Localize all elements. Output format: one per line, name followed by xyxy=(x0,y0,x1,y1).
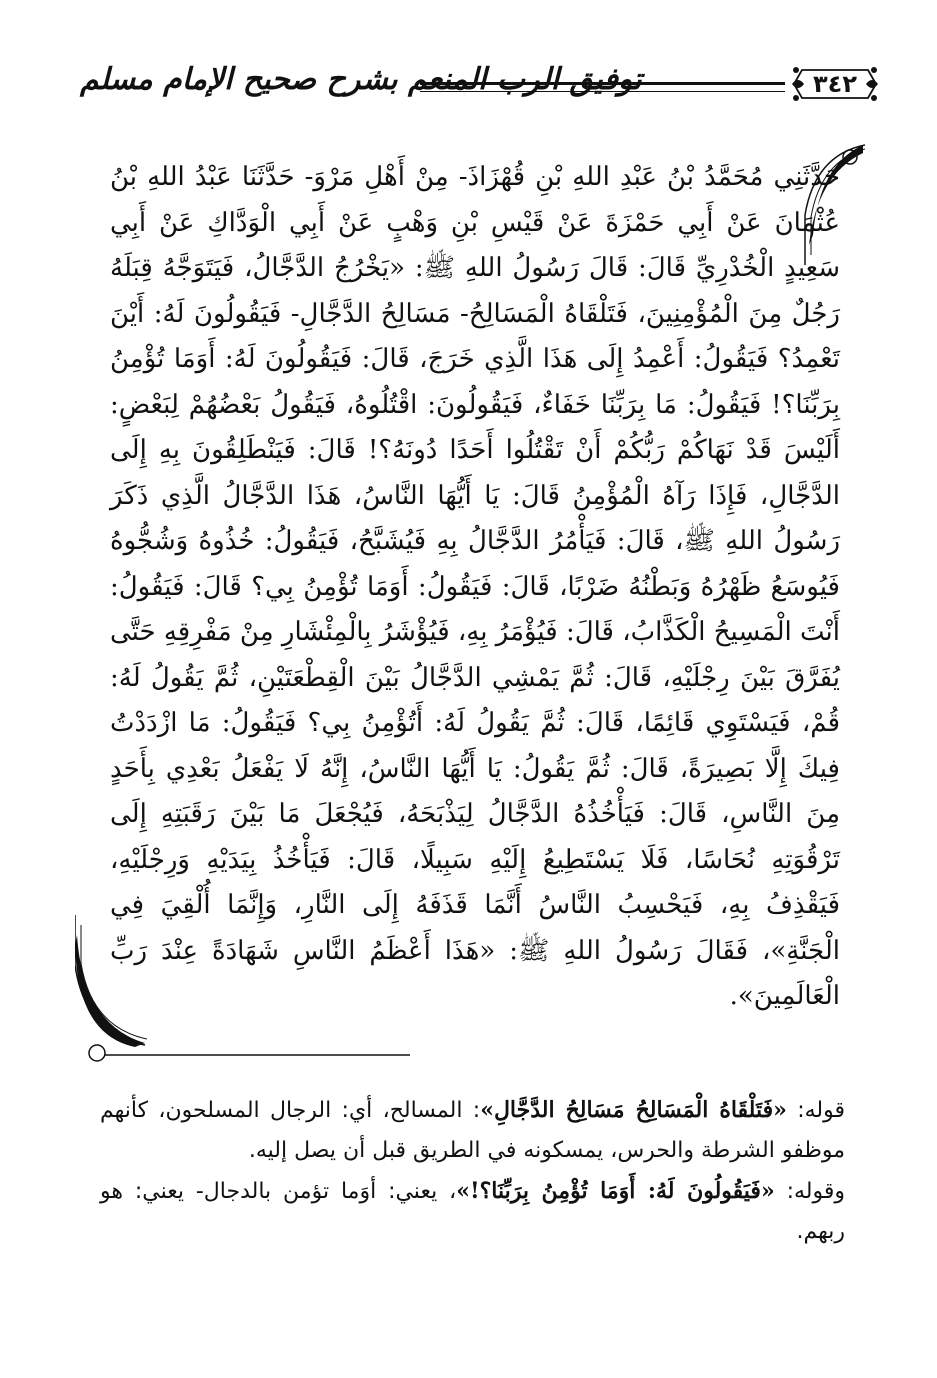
commentary-lead: وقوله: xyxy=(774,1179,846,1204)
page-number: ٣٤٢ xyxy=(813,70,857,98)
page-number-ornament xyxy=(790,62,880,106)
hadith-text: حَدَّثَنِي مُحَمَّدُ بْنُ عَبْدِ اللهِ بْنِ قُهْزَاذَ- مِنْ أَهْلِ مَرْوَ- حَدَّثَنَا عَبْدُ اللهِ بْنُ عُثْمَانَ عَنْ أَبِي حَمْزَةَ عَنْ قَيْسِ بْنِ وَهْبٍ عَنْ أَبِي الْوَدَّاكِ عَنْ أَبِي سَعِيدٍ الْخُدْرِيِّ قَالَ: قَالَ رَسُولُ اللهِ ﷺ: «يَخْرُجُ الدَّجَّالُ، فَيَتَوَجَّهُ قِبَلَهُ رَجُلٌ مِنَ الْمُؤْمِنِينَ، فَتَلْقَاهُ الْمَسَالِحُ- مَسَالِحُ الدَّجَّالِ- فَيَقُولُونَ لَهُ: أَيْنَ تَعْمِدُ؟ فَيَقُولُ: أَعْمِدُ إِلَى هَذَا الَّذِي خَرَجَ، قَالَ: فَيَقُولُونَ لَهُ: أَوَمَا تُؤْمِنُ بِرَبِّنَا؟! فَيَقُولُ: مَا بِرَبِّنَا خَفَاءٌ، فَيَقُولُونَ: اقْتُلُوهُ، فَيَقُولُ بَعْضُهُمْ لِبَعْضٍ: أَلَيْسَ قَدْ نَهَاكُمْ رَبُّكُمْ أَنْ تَقْتُلُوا أَحَدًا دُونَهُ؟! قَالَ: فَيَنْطَلِقُونَ بِهِ إِلَى الدَّجَّالِ، فَإِذَا رَآهُ الْمُؤْمِنُ قَالَ: يَا أَيُّهَا النَّاسُ، هَذَا الدَّجَّالُ الَّذِي ذَكَرَ رَسُولُ اللهِ ﷺ، قَالَ: فَيَأْمُرُ الدَّجَّالُ بِهِ فَيُشَبَّحُ، فَيَقُولُ: خُذُوهُ وَشُجُّوهُ فَيُوسَعُ ظَهْرُهُ وَبَطْنُهُ ضَرْبًا، قَالَ: فَيَقُولُ: أَوَمَا تُؤْمِنُ بِي؟ قَالَ: فَيَقُولُ: أَنْتَ الْمَسِيحُ الْكَذَّابُ، قَالَ: فَيُؤْمَرُ بِهِ، فَيُؤْشَرُ بِالْمِئْشَارِ مِنْ مَفْرِقِهِ حَتَّى يُفَرَّقَ بَيْنَ رِجْلَيْهِ، قَالَ: ثُمَّ يَمْشِي الدَّجَّالُ بَيْنَ الْقِطْعَتَيْنِ، ثُمَّ يَقُولُ لَهُ: قُمْ، فَيَسْتَوِي قَائِمًا، قَالَ: ثُمَّ يَقُولُ لَهُ: أَتُؤْمِنُ بِي؟ فَيَقُولُ: مَا ازْدَدْتُ فِيكَ إِلَّا بَصِيرَةً، قَالَ: ثُمَّ يَقُولُ: يَا أَيُّهَا النَّاسُ، إِنَّهُ لَا يَفْعَلُ بَعْدِي بِأَحَدٍ مِنَ النَّاسِ، قَالَ: فَيَأْخُذُهُ الدَّجَّالُ لِيَذْبَحَهُ، فَيُجْعَلَ مَا بَيْنَ رَقَبَتِهِ إِلَى تَرْقُوَتِهِ نُحَاسًا، فَلَا يَسْتَطِيعُ إِلَيْهِ سَبِيلًا، قَالَ: فَيَأْخُذُ بِيَدَيْهِ وَرِجْلَيْهِ، فَيَقْذِفُ بِهِ، فَيَحْسِبُ النَّاسُ أَنَّمَا قَذَفَهُ إِلَى النَّارِ، وَإِنَّمَا أُلْقِيَ فِي الْجَنَّةِ»، فَقَالَ رَسُولُ اللهِ ﷺ: «هَذَا أَعْظَمُ النَّاسِ شَهَادَةً عِنْدَ رَبِّ الْعَالَمِينَ». xyxy=(110,162,840,1011)
header-rule xyxy=(420,82,785,92)
commentary-quote: «فَتَلْقَاهُ الْمَسَالِحُ مَسَالِحُ الدَّجَّالِ» xyxy=(480,1097,787,1123)
commentary-paragraph-2 xyxy=(100,1171,845,1252)
book-title: توفيق الرب المنعم بشرح صحيح الإمام مسلم xyxy=(80,62,642,97)
commentary-paragraph-1 xyxy=(100,1090,845,1171)
hadith-text-block xyxy=(110,155,840,1020)
commentary-quote: «فَيَقُولُونَ لَهُ: أَوَمَا تُؤْمِنُ بِرَبِّنَا؟!» xyxy=(456,1178,775,1204)
commentary-block xyxy=(100,1090,845,1252)
commentary-text: : المسالح، أي: الرجال المسلحون، كأنهم موظفو الشرطة والحرس، يمسكونه في الطريق قبل أن يصل إليه. xyxy=(100,1098,845,1163)
commentary-lead: قوله: xyxy=(786,1098,845,1123)
page-header xyxy=(70,58,860,128)
commentary-text: ، يعني: أوَما تؤمن بالدجال- يعني: هو ربهم. xyxy=(100,1179,845,1244)
